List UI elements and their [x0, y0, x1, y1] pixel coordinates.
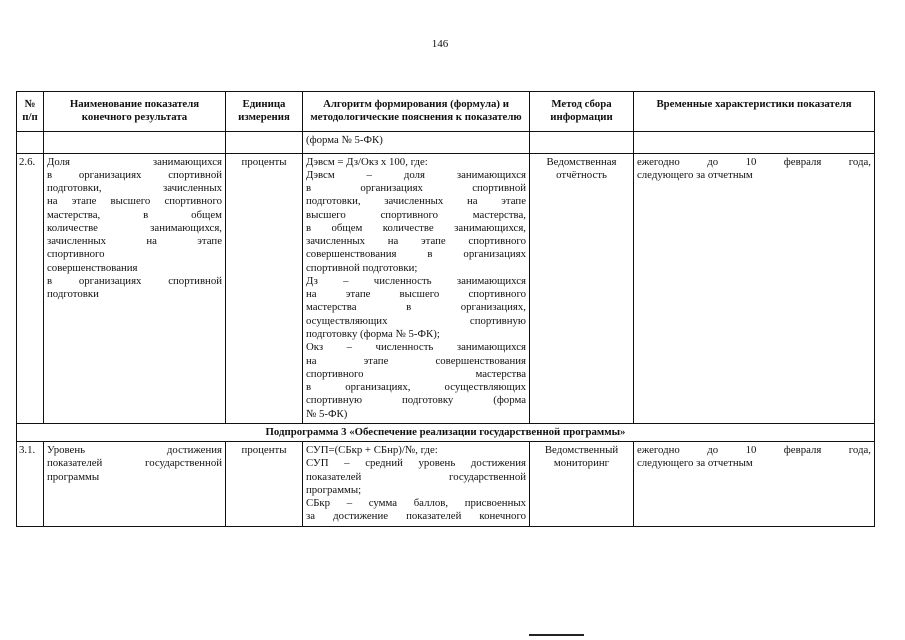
header-name: Наименование показателя конечного результата — [44, 92, 226, 132]
timing: ежегодно до 10 февраля года, следующего за отчетным — [634, 153, 875, 423]
indicator-name: Уровень достижения показателей государственной программы — [44, 442, 226, 527]
collection-method: Ведомственная отчётность — [530, 153, 634, 423]
algorithm: СУП=(СБкр + СБнр)/№, где: СУП – средний уровень достижения показателей государственной программы; СБкр – сумма баллов, присвоенных за достижение показателей конечного — [303, 442, 530, 527]
unit: проценты — [226, 442, 303, 527]
timing: ежегодно до 10 февраля года, следующего за отчетным — [634, 442, 875, 527]
header-method: Метод сбора информации — [530, 92, 634, 132]
table-header-row — [17, 92, 875, 132]
row-number: 2.6. — [17, 153, 44, 423]
header-timing: Временные характеристики показателя — [634, 92, 875, 132]
section-row — [17, 423, 875, 441]
continuation-algorithm: (форма № 5-ФК) — [303, 131, 530, 153]
indicators-table — [16, 91, 875, 527]
page-number: 146 — [431, 38, 449, 50]
algorithm: Дэвсм = Дз/Окз х 100, где: Дэвсм – доля занимающихся в организациях спортивной подготовки, зачисленных на этапе высшего спортивного мастерства, в общем количестве занимающихся, зачисленных на этапе спортивного совершенствования в организациях спортивной подготовки; Дз – численность занимающихся на этапе высшего спортивного мастерства в организациях, осуществляющих спортивную подготовку (форма № 5-ФК); Окз – численность занимающихся на этапе совершенствования спортивного мастерства в организациях, осуществляющих спортивную подготовку (форма № 5-ФК) — [303, 153, 530, 423]
header-unit: Единица измерения — [226, 92, 303, 132]
unit: проценты — [226, 153, 303, 423]
table-row — [17, 153, 875, 423]
continuation-row — [17, 131, 875, 153]
row-number: 3.1. — [17, 442, 44, 527]
table-row — [17, 442, 875, 527]
indicator-name: Доля занимающихся в организациях спортивной подготовки, зачисленных на этапе высшего спортивного мастерства, в общем количестве занимающихся, зачисленных на этапе спортивного совершенствования в организациях спортивной подготовки — [44, 153, 226, 423]
collection-method: Ведомственный мониторинг — [530, 442, 634, 527]
scan-mark — [529, 634, 584, 636]
header-algorithm: Алгоритм формирования (формула) и методологические пояснения к показателю — [303, 92, 530, 132]
section-title: Подпрограмма 3 «Обеспечение реализации государственной программы» — [17, 423, 875, 441]
header-num: № п/п — [17, 92, 44, 132]
